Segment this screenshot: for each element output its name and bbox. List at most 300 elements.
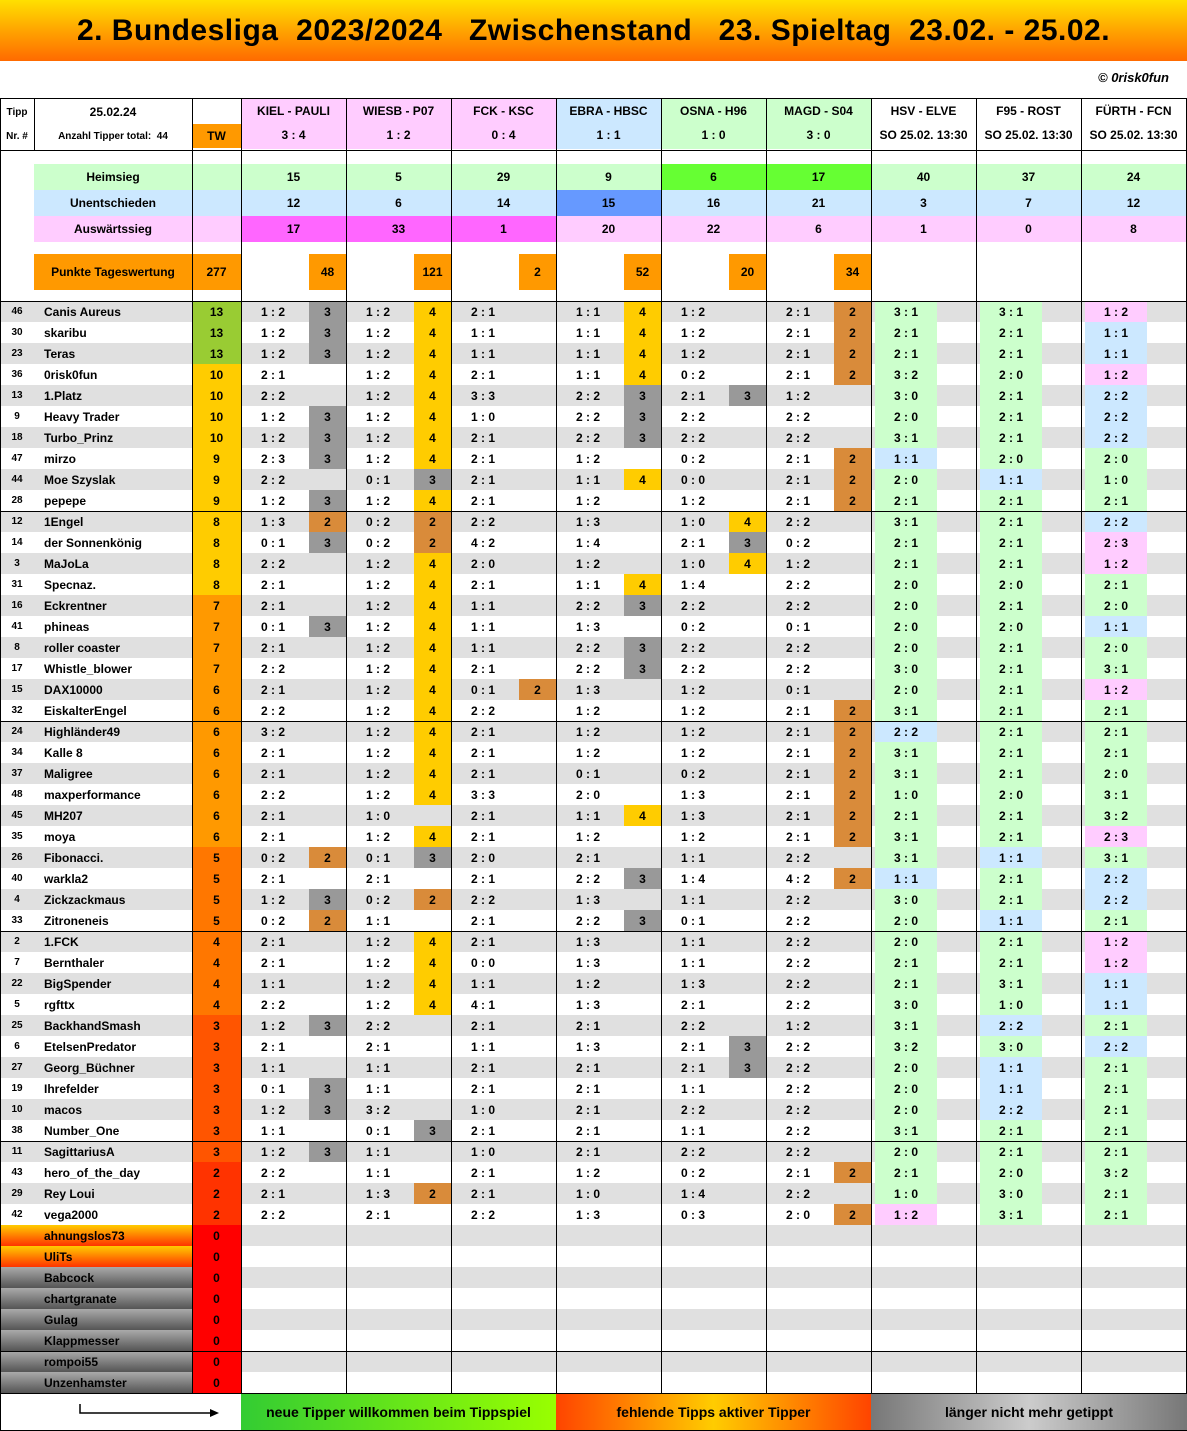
punkte-label: Punkte Tageswertung bbox=[34, 254, 192, 290]
tip-cell: 2 : 0 bbox=[575, 787, 600, 802]
points-cell: 3 bbox=[414, 469, 451, 490]
match-result: 1 : 0 bbox=[701, 128, 726, 142]
open-tip-cell: 2 : 1 bbox=[980, 637, 1042, 658]
tip-cell: 2 : 1 bbox=[365, 1039, 390, 1054]
player-tw: 2 bbox=[192, 1183, 241, 1204]
tip-cell: 2 : 1 bbox=[470, 871, 495, 886]
tip-cell: 1 : 3 bbox=[575, 1039, 600, 1054]
open-tip-cell: 1 : 2 bbox=[1085, 931, 1147, 952]
points-cell: 4 bbox=[414, 700, 451, 721]
tip-cell: 2 : 2 bbox=[575, 409, 600, 424]
open-tip-cell: 2 : 0 bbox=[875, 637, 937, 658]
player-nr: 9 bbox=[14, 411, 20, 422]
tip-cell: 2 : 2 bbox=[785, 1123, 810, 1138]
points-cell: 2 bbox=[834, 322, 871, 343]
player-name: rgfttx bbox=[44, 997, 75, 1012]
player-nr: 5 bbox=[14, 999, 20, 1010]
player-nr: 7 bbox=[14, 957, 20, 968]
player-nr: 31 bbox=[11, 579, 23, 590]
tip-cell: 2 : 1 bbox=[470, 1018, 495, 1033]
tip-cell: 1 : 2 bbox=[680, 703, 705, 718]
grid-line-v bbox=[976, 98, 977, 1393]
player-name: Number_One bbox=[44, 1123, 120, 1138]
points-cell: 3 bbox=[729, 385, 766, 406]
open-tip-cell: 2 : 2 bbox=[980, 1015, 1042, 1036]
tip-cell: 2 : 1 bbox=[575, 1102, 600, 1117]
player-tw: 7 bbox=[192, 637, 241, 658]
tip-cell: 1 : 2 bbox=[575, 745, 600, 760]
tip-cell: 1 : 2 bbox=[365, 766, 390, 781]
tip-cell: 2 : 1 bbox=[260, 745, 285, 760]
player-name: Zickzackmaus bbox=[44, 892, 126, 907]
tip-cell: 0 : 0 bbox=[470, 955, 495, 970]
points-cell: 4 bbox=[624, 301, 661, 322]
tip-cell: 1 : 1 bbox=[575, 808, 600, 823]
unentschieden-label: Unentschieden bbox=[34, 190, 192, 216]
tip-cell: 4 : 2 bbox=[470, 535, 495, 550]
player-tw: 8 bbox=[192, 532, 241, 553]
open-tip-cell: 2 : 1 bbox=[1085, 742, 1147, 763]
tip-cell: 2 : 2 bbox=[680, 1102, 705, 1117]
player-tw: 10 bbox=[192, 406, 241, 427]
match-result: SO 25.02. 13:30 bbox=[984, 128, 1073, 142]
match-name: HSV - ELVE bbox=[890, 104, 957, 118]
player-tw: 3 bbox=[192, 1141, 241, 1162]
tip-cell: 2 : 1 bbox=[260, 1186, 285, 1201]
points-cell: 3 bbox=[624, 595, 661, 616]
player-name: Turbo_Prinz bbox=[44, 430, 114, 445]
heimsieg-count: 37 bbox=[976, 164, 1081, 190]
tip-cell: 1 : 2 bbox=[680, 745, 705, 760]
tip-cell: 1 : 2 bbox=[260, 346, 285, 361]
tip-cell: 0 : 2 bbox=[680, 451, 705, 466]
grid-line-h bbox=[0, 1351, 1187, 1352]
open-tip-cell: 3 : 1 bbox=[875, 763, 937, 784]
player-tw: 0 bbox=[192, 1330, 241, 1351]
unentschieden-count: 14 bbox=[451, 190, 556, 216]
tip-cell: 1 : 1 bbox=[260, 1060, 285, 1075]
tip-cell: 1 : 2 bbox=[575, 724, 600, 739]
tipper-total: Anzahl Tipper total: 44 bbox=[58, 130, 168, 142]
grid-line-v bbox=[1081, 98, 1082, 1393]
tip-cell: 1 : 2 bbox=[260, 1018, 285, 1033]
tip-cell: 1 : 2 bbox=[365, 430, 390, 445]
open-tip-cell: 2 : 1 bbox=[1085, 700, 1147, 721]
tip-cell: 2 : 2 bbox=[785, 934, 810, 949]
points-cell: 3 bbox=[309, 301, 346, 322]
tip-cell: 2 : 2 bbox=[785, 850, 810, 865]
player-tw: 6 bbox=[192, 679, 241, 700]
tip-cell: 2 : 2 bbox=[680, 640, 705, 655]
grid-line-v bbox=[34, 98, 35, 150]
tip-cell: 0 : 2 bbox=[260, 913, 285, 928]
tip-cell: 1 : 2 bbox=[260, 304, 285, 319]
tip-cell: 1 : 1 bbox=[680, 1123, 705, 1138]
tip-cell: 2 : 2 bbox=[575, 598, 600, 613]
open-tip-cell: 3 : 2 bbox=[1085, 1162, 1147, 1183]
points-cell: 4 bbox=[414, 742, 451, 763]
grid-line-v bbox=[0, 1394, 1, 1430]
player-name: Specnaz. bbox=[44, 577, 97, 592]
tip-cell: 4 : 1 bbox=[470, 997, 495, 1012]
tip-cell: 1 : 2 bbox=[680, 493, 705, 508]
match-name: KIEL - PAULI bbox=[257, 104, 330, 118]
tip-cell: 2 : 1 bbox=[365, 871, 390, 886]
heimsieg-count: 6 bbox=[661, 164, 766, 190]
tip-cell: 2 : 2 bbox=[785, 913, 810, 928]
player-nr: 14 bbox=[11, 537, 23, 548]
open-tip-cell: 2 : 0 bbox=[875, 931, 937, 952]
player-tw: 4 bbox=[192, 973, 241, 994]
points-cell: 2 bbox=[519, 679, 556, 700]
player-name: Highländer49 bbox=[44, 724, 121, 739]
punkte-value: 52 bbox=[624, 254, 661, 290]
tip-cell: 1 : 2 bbox=[365, 997, 390, 1012]
tip-cell: 0 : 1 bbox=[785, 619, 810, 634]
open-tip-cell: 2 : 1 bbox=[980, 427, 1042, 448]
tip-cell: 2 : 2 bbox=[260, 703, 285, 718]
player-tw: 6 bbox=[192, 763, 241, 784]
player-nr: 48 bbox=[11, 789, 23, 800]
player-name: pepepe bbox=[44, 493, 87, 508]
open-tip-cell: 1 : 2 bbox=[1085, 679, 1147, 700]
tip-cell: 2 : 1 bbox=[470, 808, 495, 823]
tip-cell: 2 : 1 bbox=[470, 451, 495, 466]
player-tw: 6 bbox=[192, 805, 241, 826]
tip-cell: 1 : 4 bbox=[680, 871, 705, 886]
points-cell: 4 bbox=[414, 574, 451, 595]
tip-cell: 1 : 1 bbox=[680, 850, 705, 865]
player-name: SagittariusA bbox=[44, 1144, 115, 1159]
tip-cell: 2 : 1 bbox=[365, 1207, 390, 1222]
heimsieg-count: 5 bbox=[346, 164, 451, 190]
tip-cell: 1 : 3 bbox=[365, 1186, 390, 1201]
open-tip-cell: 1 : 1 bbox=[980, 1078, 1042, 1099]
points-cell: 3 bbox=[309, 490, 346, 511]
open-tip-cell: 2 : 0 bbox=[875, 595, 937, 616]
tip-cell: 1 : 2 bbox=[365, 556, 390, 571]
player-name: DAX10000 bbox=[44, 682, 103, 697]
copyright: © 0risk0fun bbox=[1098, 70, 1169, 85]
tip-cell: 2 : 1 bbox=[785, 451, 810, 466]
tip-cell: 2 : 1 bbox=[470, 1060, 495, 1075]
auswaerts-count: 1 bbox=[451, 216, 556, 242]
tip-cell: 2 : 1 bbox=[575, 1081, 600, 1096]
tip-cell: 2 : 2 bbox=[680, 1018, 705, 1033]
unentschieden-tw-cell bbox=[192, 190, 241, 216]
tip-cell: 1 : 1 bbox=[260, 1123, 285, 1138]
points-cell: 3 bbox=[309, 1015, 346, 1036]
grid-line-h bbox=[0, 301, 1187, 302]
player-name: hero_of_the_day bbox=[44, 1165, 141, 1180]
player-nr: 33 bbox=[11, 915, 23, 926]
open-tip-cell: 2 : 0 bbox=[875, 910, 937, 931]
player-name: warkla2 bbox=[44, 871, 89, 886]
player-nr: 22 bbox=[11, 978, 23, 989]
grid-line-v bbox=[192, 98, 193, 1393]
auswaerts-count: 8 bbox=[1081, 216, 1186, 242]
tip-cell: 2 : 1 bbox=[470, 1165, 495, 1180]
player-name: mirzo bbox=[44, 451, 77, 466]
tip-cell: 2 : 2 bbox=[785, 640, 810, 655]
tip-cell: 2 : 1 bbox=[785, 808, 810, 823]
tip-cell: 1 : 2 bbox=[365, 304, 390, 319]
tip-cell: 2 : 1 bbox=[260, 766, 285, 781]
tip-cell: 0 : 2 bbox=[680, 1165, 705, 1180]
tip-cell: 1 : 3 bbox=[575, 514, 600, 529]
points-cell: 2 bbox=[309, 910, 346, 931]
player-name: Bernthaler bbox=[44, 955, 105, 970]
tip-cell: 1 : 2 bbox=[365, 451, 390, 466]
tip-cell: 2 : 1 bbox=[470, 1186, 495, 1201]
open-tip-cell: 3 : 1 bbox=[1085, 784, 1147, 805]
open-tip-cell: 2 : 1 bbox=[980, 763, 1042, 784]
tip-cell: 2 : 2 bbox=[785, 976, 810, 991]
legend-inactive: länger nicht mehr getippt bbox=[871, 1394, 1187, 1430]
open-tip-cell: 3 : 0 bbox=[875, 889, 937, 910]
player-nr: 44 bbox=[11, 474, 23, 485]
points-cell: 2 bbox=[309, 847, 346, 868]
tip-cell: 0 : 2 bbox=[260, 850, 285, 865]
tip-cell: 1 : 0 bbox=[680, 514, 705, 529]
points-cell: 4 bbox=[414, 826, 451, 847]
tw-header: TW bbox=[192, 124, 241, 148]
player-name: 1Engel bbox=[44, 514, 84, 529]
tip-cell: 2 : 1 bbox=[785, 724, 810, 739]
player-tw: 5 bbox=[192, 847, 241, 868]
player-tw: 9 bbox=[192, 448, 241, 469]
tip-cell: 0 : 1 bbox=[260, 1081, 285, 1096]
player-nr: 42 bbox=[11, 1209, 23, 1220]
grid-line-v bbox=[0, 98, 1, 1393]
tip-cell: 0 : 2 bbox=[680, 367, 705, 382]
player-tw: 4 bbox=[192, 931, 241, 952]
open-tip-cell: 2 : 1 bbox=[980, 553, 1042, 574]
tip-cell: 1 : 1 bbox=[680, 892, 705, 907]
player-tw: 10 bbox=[192, 385, 241, 406]
unentschieden-count: 16 bbox=[661, 190, 766, 216]
tip-cell: 0 : 2 bbox=[365, 892, 390, 907]
points-cell: 3 bbox=[309, 1099, 346, 1120]
tip-cell: 0 : 1 bbox=[365, 850, 390, 865]
player-nr: 36 bbox=[11, 369, 23, 380]
tip-cell: 2 : 2 bbox=[575, 388, 600, 403]
tip-cell: 3 : 3 bbox=[470, 787, 495, 802]
points-cell: 4 bbox=[414, 406, 451, 427]
open-tip-cell: 1 : 1 bbox=[980, 910, 1042, 931]
tip-cell: 2 : 2 bbox=[260, 388, 285, 403]
open-tip-cell: 2 : 1 bbox=[980, 490, 1042, 511]
match-header-1 bbox=[346, 99, 451, 149]
tip-cell: 1 : 1 bbox=[575, 325, 600, 340]
open-tip-cell: 1 : 1 bbox=[980, 469, 1042, 490]
tip-cell: 2 : 2 bbox=[575, 661, 600, 676]
player-name: MaJoLa bbox=[44, 556, 89, 571]
player-name: Kalle 8 bbox=[44, 745, 83, 760]
tip-cell: 1 : 1 bbox=[575, 577, 600, 592]
points-cell: 2 bbox=[834, 364, 871, 385]
open-tip-cell: 2 : 1 bbox=[1085, 721, 1147, 742]
tip-cell: 1 : 2 bbox=[365, 745, 390, 760]
points-cell: 4 bbox=[414, 721, 451, 742]
match-header-3 bbox=[556, 99, 661, 149]
points-cell: 3 bbox=[309, 1078, 346, 1099]
points-cell: 4 bbox=[414, 679, 451, 700]
tip-cell: 1 : 3 bbox=[575, 619, 600, 634]
grid-line-h bbox=[0, 150, 1187, 151]
tip-cell: 2 : 1 bbox=[575, 1144, 600, 1159]
tip-cell: 1 : 1 bbox=[470, 1039, 495, 1054]
heimsieg-tw-cell bbox=[192, 164, 241, 190]
player-tw: 7 bbox=[192, 616, 241, 637]
player-nr: 27 bbox=[11, 1062, 23, 1073]
player-tw: 3 bbox=[192, 1078, 241, 1099]
tip-cell: 1 : 3 bbox=[680, 808, 705, 823]
open-tip-cell: 2 : 1 bbox=[980, 322, 1042, 343]
tip-cell: 1 : 1 bbox=[575, 346, 600, 361]
tip-cell: 4 : 2 bbox=[785, 871, 810, 886]
tip-cell: 2 : 2 bbox=[260, 472, 285, 487]
points-cell: 2 bbox=[414, 532, 451, 553]
player-nr: 16 bbox=[11, 600, 23, 611]
points-cell: 3 bbox=[624, 427, 661, 448]
points-cell: 4 bbox=[414, 343, 451, 364]
tip-cell: 1 : 2 bbox=[260, 1144, 285, 1159]
points-cell: 4 bbox=[624, 343, 661, 364]
tip-cell: 1 : 1 bbox=[365, 1081, 390, 1096]
open-tip-cell: 2 : 1 bbox=[980, 385, 1042, 406]
tip-cell: 2 : 1 bbox=[680, 997, 705, 1012]
open-tip-cell: 3 : 1 bbox=[875, 847, 937, 868]
tip-cell: 1 : 1 bbox=[470, 640, 495, 655]
player-tw: 4 bbox=[192, 952, 241, 973]
player-name: Zitroneneis bbox=[44, 913, 109, 928]
points-cell: 4 bbox=[624, 574, 661, 595]
tip-cell: 1 : 2 bbox=[365, 640, 390, 655]
points-cell: 3 bbox=[729, 532, 766, 553]
tip-cell: 1 : 2 bbox=[575, 556, 600, 571]
player-nr: 35 bbox=[11, 831, 23, 842]
legend-new: neue Tipper willkommen beim Tippspiel bbox=[241, 1394, 556, 1430]
tip-cell: 1 : 2 bbox=[365, 955, 390, 970]
tip-cell: 2 : 1 bbox=[260, 598, 285, 613]
points-cell: 3 bbox=[309, 427, 346, 448]
open-tip-cell: 1 : 2 bbox=[875, 1204, 937, 1225]
header-date: 25.02.24 bbox=[89, 105, 137, 119]
open-tip-cell: 2 : 1 bbox=[1085, 1204, 1147, 1225]
unentschieden-count: 3 bbox=[871, 190, 976, 216]
open-tip-cell: 2 : 1 bbox=[1085, 490, 1147, 511]
tip-cell: 2 : 2 bbox=[470, 892, 495, 907]
player-name: Teras bbox=[44, 346, 76, 361]
player-nr: 6 bbox=[14, 1041, 20, 1052]
auswaerts-count: 17 bbox=[241, 216, 346, 242]
open-tip-cell: 3 : 1 bbox=[875, 511, 937, 532]
tip-cell: 0 : 1 bbox=[680, 913, 705, 928]
open-tip-cell: 2 : 0 bbox=[1085, 448, 1147, 469]
tip-cell: 2 : 2 bbox=[680, 661, 705, 676]
points-cell: 4 bbox=[414, 322, 451, 343]
player-tw: 6 bbox=[192, 721, 241, 742]
tip-cell: 1 : 1 bbox=[680, 934, 705, 949]
player-nr: 45 bbox=[11, 810, 23, 821]
open-tip-cell: 3 : 1 bbox=[875, 427, 937, 448]
points-cell: 4 bbox=[414, 301, 451, 322]
tip-cell: 2 : 2 bbox=[785, 1060, 810, 1075]
tip-cell: 2 : 2 bbox=[785, 1144, 810, 1159]
tip-cell: 1 : 2 bbox=[365, 346, 390, 361]
open-tip-cell: 3 : 0 bbox=[875, 385, 937, 406]
tip-cell: 2 : 2 bbox=[260, 1207, 285, 1222]
tip-cell: 2 : 1 bbox=[260, 829, 285, 844]
auswaerts-count: 20 bbox=[556, 216, 661, 242]
points-cell: 2 bbox=[414, 511, 451, 532]
player-tw: 3 bbox=[192, 1057, 241, 1078]
open-tip-cell: 2 : 0 bbox=[980, 364, 1042, 385]
player-name: Georg_Büchner bbox=[44, 1060, 135, 1075]
tip-cell: 2 : 2 bbox=[260, 787, 285, 802]
tip-cell: 2 : 1 bbox=[260, 640, 285, 655]
tip-cell: 2 : 2 bbox=[785, 997, 810, 1012]
points-cell: 4 bbox=[729, 511, 766, 532]
player-nr: 11 bbox=[11, 1146, 23, 1157]
player-nr: 18 bbox=[11, 432, 23, 443]
open-tip-cell: 2 : 1 bbox=[980, 679, 1042, 700]
open-tip-cell: 1 : 1 bbox=[875, 868, 937, 889]
tip-cell: 2 : 2 bbox=[785, 514, 810, 529]
tip-cell: 2 : 1 bbox=[470, 304, 495, 319]
points-cell: 3 bbox=[624, 385, 661, 406]
player-tw: 0 bbox=[192, 1351, 241, 1372]
points-cell: 4 bbox=[414, 763, 451, 784]
tip-cell: 2 : 2 bbox=[680, 598, 705, 613]
tip-cell: 1 : 2 bbox=[575, 829, 600, 844]
player-nr: 26 bbox=[11, 852, 23, 863]
tip-cell: 0 : 2 bbox=[785, 535, 810, 550]
player-name: chartgranate bbox=[0, 1288, 192, 1309]
open-tip-cell: 2 : 0 bbox=[875, 679, 937, 700]
match-result: 1 : 2 bbox=[386, 128, 411, 142]
points-cell: 4 bbox=[624, 805, 661, 826]
tip-cell: 2 : 2 bbox=[470, 514, 495, 529]
tip-cell: 1 : 4 bbox=[680, 1186, 705, 1201]
points-cell: 3 bbox=[624, 406, 661, 427]
points-cell: 4 bbox=[624, 322, 661, 343]
points-cell: 2 bbox=[834, 490, 871, 511]
player-tw: 0 bbox=[192, 1309, 241, 1330]
player-nr: 29 bbox=[11, 1188, 23, 1199]
tip-cell: 2 : 1 bbox=[785, 304, 810, 319]
open-tip-cell: 2 : 1 bbox=[1085, 1120, 1147, 1141]
open-tip-cell: 1 : 2 bbox=[1085, 952, 1147, 973]
tip-cell: 2 : 1 bbox=[785, 745, 810, 760]
player-name: Canis Aureus bbox=[44, 304, 121, 319]
tip-cell: 2 : 1 bbox=[575, 850, 600, 865]
tip-cell: 1 : 1 bbox=[365, 1165, 390, 1180]
open-tip-cell: 2 : 0 bbox=[980, 784, 1042, 805]
tip-cell: 2 : 0 bbox=[470, 850, 495, 865]
open-tip-cell: 3 : 1 bbox=[980, 1204, 1042, 1225]
open-tip-cell: 2 : 1 bbox=[980, 889, 1042, 910]
player-tw: 5 bbox=[192, 889, 241, 910]
grid-line-h bbox=[0, 1141, 1187, 1142]
tip-cell: 2 : 1 bbox=[575, 1060, 600, 1075]
tip-cell: 2 : 1 bbox=[785, 472, 810, 487]
open-tip-cell: 1 : 1 bbox=[1085, 322, 1147, 343]
player-tw: 7 bbox=[192, 658, 241, 679]
tip-cell: 2 : 2 bbox=[575, 871, 600, 886]
player-tw: 8 bbox=[192, 574, 241, 595]
